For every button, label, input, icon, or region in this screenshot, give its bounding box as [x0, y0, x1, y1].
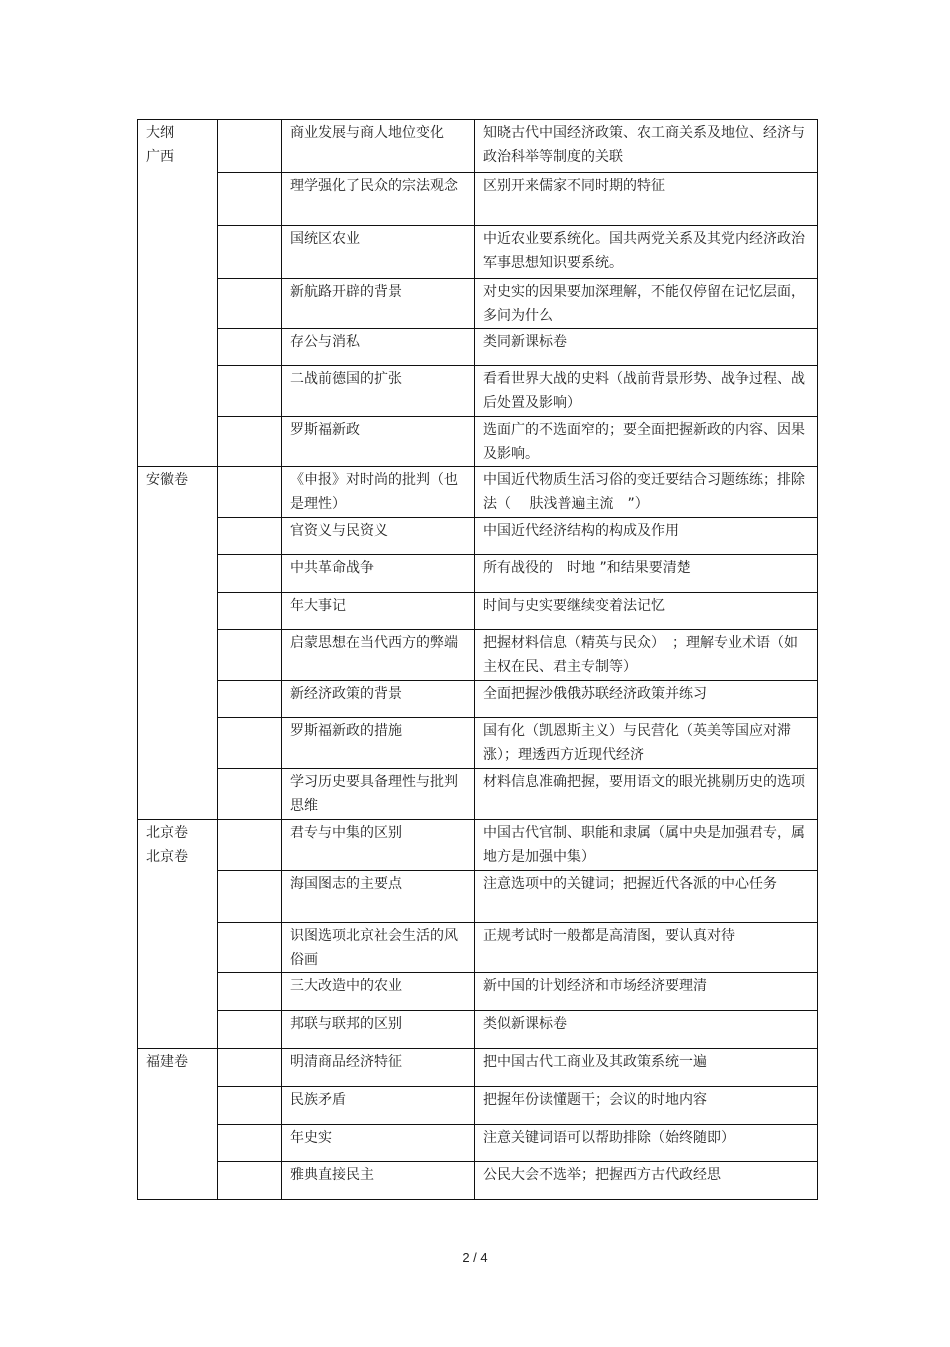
table-row	[138, 718, 818, 769]
note-cell: 注意选项中的关键词；把握近代各派的中心任务	[475, 871, 818, 923]
note-cell: 中国近代物质生活习俗的变迁要结合习题练练；排除法（ 肤浅普遍主流 ”）	[475, 467, 818, 518]
topic-cell: 官资义与民资义	[282, 518, 475, 555]
table-row	[138, 555, 818, 593]
topic-cell: 君专与中集的区别	[282, 820, 475, 871]
empty-cell	[218, 1049, 282, 1087]
note-cell: 类同新课标卷	[475, 329, 818, 366]
empty-cell	[218, 555, 282, 593]
empty-cell	[218, 518, 282, 555]
table-row	[138, 923, 818, 973]
empty-cell	[218, 630, 282, 681]
note-cell: 材料信息准确把握，要用语文的眼光挑剔历史的选项	[475, 769, 818, 820]
empty-cell	[218, 366, 282, 417]
note-cell: 对史实的因果要加深理解，不能仅停留在记忆层面，多问为什么	[475, 279, 818, 329]
note-cell: 新中国的计划经济和市场经济要理清	[475, 973, 818, 1011]
note-cell: 区别开来儒家不同时期的特征	[475, 173, 818, 226]
note-cell: 类似新课标卷	[475, 1011, 818, 1049]
region-cell: 大纲 广西	[138, 120, 218, 467]
topic-cell: 学习历史要具备理性与批判思维	[282, 769, 475, 820]
exam-analysis-table	[137, 119, 818, 1200]
empty-cell	[218, 1011, 282, 1049]
topic-cell: 年史实	[282, 1125, 475, 1162]
topic-cell: 民族矛盾	[282, 1087, 475, 1125]
table-row	[138, 1049, 818, 1087]
table-row	[138, 973, 818, 1011]
table-row	[138, 173, 818, 226]
note-cell: 中近农业要系统化。国共两党关系及其党内经济政治军事思想知识要系统。	[475, 226, 818, 279]
table-row	[138, 820, 818, 871]
table-row	[138, 1125, 818, 1162]
topic-cell: 三大改造中的农业	[282, 973, 475, 1011]
note-cell: 把握材料信息（精英与民众） ；理解专业术语（如主权在民、君主专制等）	[475, 630, 818, 681]
table-row	[138, 769, 818, 820]
note-cell: 看看世界大战的史料（战前背景形势、战争过程、战后处置及影响）	[475, 366, 818, 417]
empty-cell	[218, 593, 282, 630]
region-cell: 北京卷 北京卷	[138, 820, 218, 1049]
note-cell: 中国近代经济结构的构成及作用	[475, 518, 818, 555]
region-cell: 安徽卷	[138, 467, 218, 820]
note-cell: 时间与史实要继续变着法记忆	[475, 593, 818, 630]
empty-cell	[218, 279, 282, 329]
note-cell: 知晓古代中国经济政策、农工商关系及地位、经济与政治科举等制度的关联	[475, 120, 818, 173]
table-row	[138, 467, 818, 518]
empty-cell	[218, 226, 282, 279]
empty-cell	[218, 1087, 282, 1125]
table-row	[138, 366, 818, 417]
empty-cell	[218, 1162, 282, 1200]
empty-cell	[218, 467, 282, 518]
note-cell: 所有战役的 时地 ”和结果要清楚	[475, 555, 818, 593]
note-cell: 把握年份读懂题干；会议的时地内容	[475, 1087, 818, 1125]
empty-cell	[218, 923, 282, 973]
empty-cell	[218, 681, 282, 718]
table-row	[138, 329, 818, 366]
topic-cell: 存公与消私	[282, 329, 475, 366]
table-row	[138, 630, 818, 681]
table-row	[138, 518, 818, 555]
empty-cell	[218, 820, 282, 871]
table-row	[138, 417, 818, 467]
table-row	[138, 1011, 818, 1049]
table-row	[138, 593, 818, 630]
table-row	[138, 226, 818, 279]
topic-cell: 二战前德国的扩张	[282, 366, 475, 417]
topic-cell: 新经济政策的背景	[282, 681, 475, 718]
topic-cell: 明清商品经济特征	[282, 1049, 475, 1087]
note-cell: 国有化（凯恩斯主义）与民营化（英美等国应对滞涨）；理透西方近现代经济	[475, 718, 818, 769]
empty-cell	[218, 417, 282, 467]
topic-cell: 商业发展与商人地位变化	[282, 120, 475, 173]
topic-cell: 启蒙思想在当代西方的弊端	[282, 630, 475, 681]
empty-cell	[218, 173, 282, 226]
table-row	[138, 279, 818, 329]
note-cell: 中国古代官制、职能和隶属（属中央是加强君专，属地方是加强中集）	[475, 820, 818, 871]
empty-cell	[218, 329, 282, 366]
topic-cell: 罗斯福新政	[282, 417, 475, 467]
topic-cell: 邦联与联邦的区别	[282, 1011, 475, 1049]
note-cell: 注意关键词语可以帮助排除（始终随即）	[475, 1125, 818, 1162]
note-cell: 公民大会不选举；把握西方古代政经思	[475, 1162, 818, 1200]
topic-cell: 国统区农业	[282, 226, 475, 279]
topic-cell: 雅典直接民主	[282, 1162, 475, 1200]
empty-cell	[218, 871, 282, 923]
topic-cell: 新航路开辟的背景	[282, 279, 475, 329]
region-cell: 福建卷	[138, 1049, 218, 1200]
empty-cell	[218, 718, 282, 769]
empty-cell	[218, 1125, 282, 1162]
page-number: 2 / 4	[462, 1250, 488, 1265]
topic-cell: 识图选项北京社会生活的风俗画	[282, 923, 475, 973]
empty-cell	[218, 769, 282, 820]
table-row	[138, 1087, 818, 1125]
note-cell: 正规考试时一般都是高清图，要认真对待	[475, 923, 818, 973]
topic-cell: 中共革命战争	[282, 555, 475, 593]
table-row	[138, 120, 818, 173]
topic-cell: 罗斯福新政的措施	[282, 718, 475, 769]
topic-cell: 年大事记	[282, 593, 475, 630]
topic-cell: 海国图志的主要点	[282, 871, 475, 923]
note-cell: 选面广的不选面窄的；要全面把握新政的内容、因果及影响。	[475, 417, 818, 467]
topic-cell: 理学强化了民众的宗法观念	[282, 173, 475, 226]
table-row	[138, 1162, 818, 1200]
topic-cell: 《申报》对时尚的批判（也是理性）	[282, 467, 475, 518]
note-cell: 全面把握沙俄俄苏联经济政策并练习	[475, 681, 818, 718]
empty-cell	[218, 973, 282, 1011]
table-row	[138, 681, 818, 718]
empty-cell	[218, 120, 282, 173]
note-cell: 把中国古代工商业及其政策系统一遍	[475, 1049, 818, 1087]
table-row	[138, 871, 818, 923]
